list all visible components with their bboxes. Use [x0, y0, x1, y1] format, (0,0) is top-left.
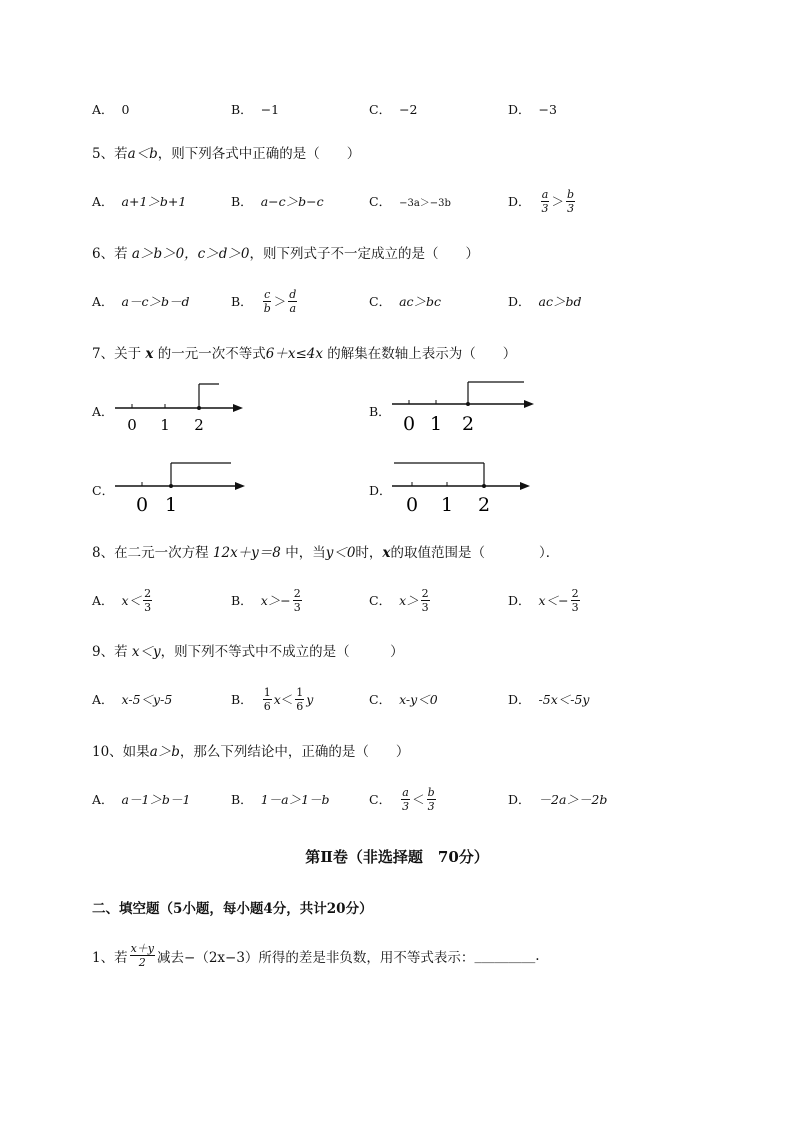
q8-options — [92, 583, 652, 617]
q10-option-d[interactable]: D． －2a＞－2b — [508, 792, 608, 807]
fraction: $\frac{1}{6}$ — [296, 685, 304, 713]
q6-options — [92, 284, 652, 318]
tick-label: 1 — [429, 413, 443, 435]
fraction: $\frac{a}{3}$ — [541, 187, 549, 215]
q9-options — [92, 682, 652, 716]
fraction: $\frac{x+y}{2}$ — [130, 942, 155, 969]
q10-option-a[interactable]: A． a－1＞b－1 — [92, 792, 191, 807]
fraction: $\frac{c}{b}$ — [263, 287, 271, 315]
solid-point — [197, 406, 201, 410]
fraction: $\frac{d}{a}$ — [289, 287, 297, 315]
q8-option-a[interactable]: A． x＜ $\frac{2}{3}$ — [92, 586, 152, 614]
tick-label: 0 — [135, 494, 149, 516]
fraction: $\frac{2}{3}$ — [293, 586, 301, 614]
fill-section-title: 二、填空题（5小题，每小题4分，共计20分） — [92, 901, 373, 917]
q10-option-b[interactable]: B． 1－a＞1－b — [231, 792, 330, 807]
q4-option-c[interactable]: C． −2 — [369, 101, 418, 117]
tick-label: 2 — [194, 416, 204, 434]
solid-point — [482, 484, 486, 488]
q4-option-d[interactable]: D． −3 — [508, 101, 557, 117]
solid-point — [466, 402, 470, 406]
fraction: $\frac{a}{3}$ — [402, 785, 410, 813]
q8-option-c[interactable]: C． x＞ $\frac{2}{3}$ — [369, 586, 429, 614]
fraction: $\frac{b}{3}$ — [427, 785, 435, 813]
q5-option-a[interactable]: A． a+1＞b+1 — [92, 194, 187, 209]
fraction: $\frac{b}{3}$ — [567, 187, 575, 215]
q4-option-b[interactable]: B． −1 — [231, 101, 280, 117]
fraction: $\frac{2}{3}$ — [144, 586, 152, 614]
q7-option-c-letter[interactable]: C． — [92, 483, 115, 498]
tick-label: 0 — [405, 494, 419, 516]
q5-options — [92, 184, 652, 218]
q8-stem: 8、在二元一次方程 12x＋y＝8 中，当y＜0时，x的取值范围是（ ）． — [92, 545, 560, 561]
q6-option-a[interactable]: A． a－c＞b－d — [92, 294, 190, 309]
tick-label: 1 — [164, 494, 178, 516]
q7-option-a-letter[interactable]: A． — [92, 404, 114, 419]
q5-option-c[interactable]: C． −3a＞−3b — [369, 194, 451, 209]
q9-option-a[interactable]: A． x-5＜y-5 — [92, 692, 173, 707]
q4-option-a[interactable]: A． 0 — [92, 101, 130, 117]
arrow-icon — [524, 400, 534, 408]
q6-option-b[interactable]: B． $\frac{c}{b}$ ＞ $\frac{d}{a}$ — [231, 287, 297, 315]
tick-label: 2 — [477, 494, 491, 516]
fill-question-1: 1、若 $\frac{x+y}{2}$ 减去−（2x−3）所得的差是非负数，用不等式表示： _________. — [92, 942, 540, 969]
q4-options — [92, 92, 652, 126]
fraction: $\frac{2}{3}$ — [421, 586, 429, 614]
q7-option-b-letter[interactable]: B． — [369, 404, 391, 419]
q9-option-b[interactable]: B． $\frac{1}{6}$ x ＜ $\frac{1}{6}$ y — [231, 685, 314, 713]
q9-stem: 9、若 x＜y，则下列不等式中不成立的是（ ） — [92, 644, 404, 660]
answer-blank[interactable]: _________. — [474, 947, 540, 964]
tick-label: 1 — [160, 416, 170, 434]
q6-option-c[interactable]: C． ac＞bc — [369, 294, 442, 309]
tick-label: 0 — [127, 416, 137, 434]
q7-option-d-letter[interactable]: D． — [369, 483, 392, 498]
q5-option-b[interactable]: B． a−c＞b−c — [231, 194, 324, 209]
q5-option-d[interactable]: D． $\frac{a}{3}$ ＞ $\frac{b}{3}$ — [508, 187, 575, 215]
q10-stem: 10、如果a＞b，那么下列结论中，正确的是（ ） — [92, 744, 410, 760]
solid-point — [169, 484, 173, 488]
q7-option-c-number-line[interactable] — [115, 458, 249, 518]
q9-option-c[interactable]: C． x-y＜0 — [369, 692, 438, 707]
q10-option-c[interactable]: C． $\frac{a}{3}$ ＜ $\frac{b}{3}$ — [369, 785, 435, 813]
tick-label: 0 — [402, 413, 416, 435]
q7-option-d-number-line[interactable] — [392, 458, 534, 518]
q10-options — [92, 782, 652, 816]
q6-option-d[interactable]: D． ac＞bd — [508, 294, 582, 309]
section-title: 第Ⅱ卷（非选择题 70分） — [305, 848, 489, 866]
arrow-icon — [235, 482, 245, 490]
q5-stem: 5、若a＜b，则下列各式中正确的是（ ） — [92, 146, 361, 162]
q7-option-b-number-line[interactable] — [392, 376, 538, 436]
q8-option-d[interactable]: D． x＜− $\frac{2}{3}$ — [508, 586, 579, 614]
fraction: $\frac{1}{6}$ — [263, 685, 271, 713]
tick-label: 2 — [461, 413, 475, 435]
q6-stem: 6、若 a＞b＞0，c＞d＞0，则下列式子不一定成立的是（ ） — [92, 246, 479, 262]
arrow-icon — [520, 482, 530, 490]
arrow-icon — [233, 404, 243, 412]
q9-option-d[interactable]: D． -5x＜-5y — [508, 692, 590, 707]
fraction: $\frac{2}{3}$ — [571, 586, 579, 614]
tick-label: 1 — [440, 494, 454, 516]
q7-stem: 7、关于 x 的一元一次不等式6＋x≤4x 的解集在数轴上表示为（ ） — [92, 346, 517, 362]
q8-option-b[interactable]: B． x＞− $\frac{2}{3}$ — [231, 586, 301, 614]
q7-option-a-number-line[interactable] — [115, 380, 245, 436]
